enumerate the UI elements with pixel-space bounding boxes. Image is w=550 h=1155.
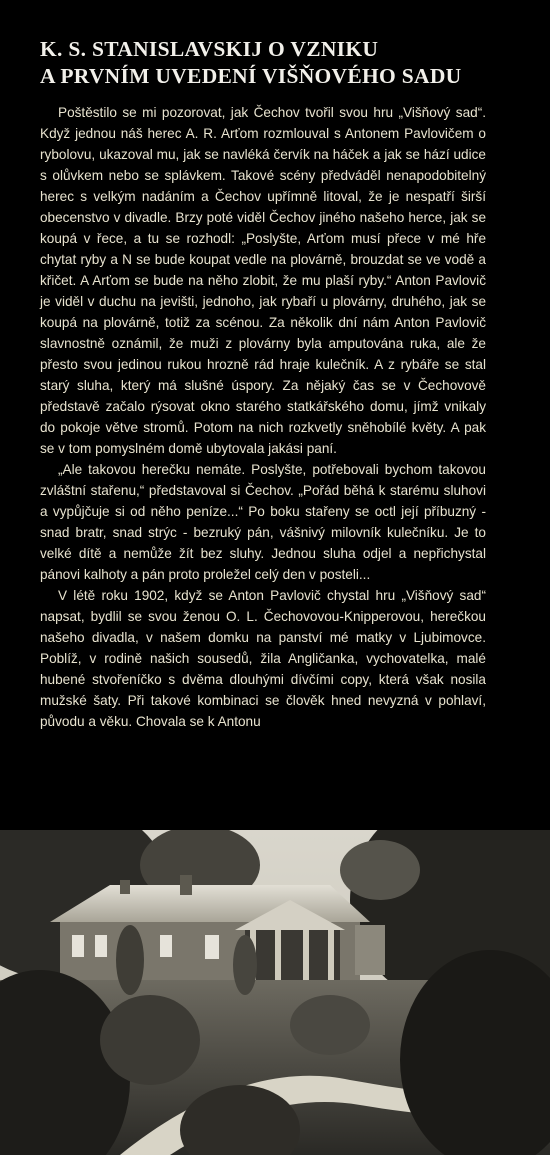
manor-house-photo	[0, 830, 550, 1155]
paragraph-2: „Ale takovou herečku nemáte. Poslyšte, potřebovali bychom takovou zvláštní stařenu,“ představoval si Čechov. „Pořád běhá k starému sluhovi a vypůjčuje si od něho peníze...“ Po boku stařeny se octl její příbuzný - snad bratr, snad strýc - bezruký pán, vášnivý milovník kulečníku. Je to velké dítě a nemůže žít bez sluhy. Jednou sluha odjel a nepřichystal pánovi kalhoty a pán proto proležel celý den v posteli...	[40, 462, 486, 582]
paragraph-3: V létě roku 1902, když se Anton Pavlovič chystal hru „Višňový sad“ napsat, bydlil se svou ženou O. L. Čechovovou-Knipperovou, herečkou našeho divadla, v našem domku na panství mé matky v Ljubimovce. Poblíž, v rodině našich sousedů, žila Angličanka, vychovatelka, malé hubené stvořeníčko s dvěma dlouhými dívčími copy, která však nosila mužské šaty. Při takové kombinaci se člověk hned nevyzná v pohlaví, původu a věku. Chovala se k Antonu	[40, 588, 486, 729]
article-title	[40, 36, 520, 90]
title-line-1: K. S. STANISLAVSKIJ O VZNIKU	[40, 37, 379, 61]
article-body	[40, 102, 486, 732]
paragraph-1: Poštěstilo se mi pozorovat, jak Čechov tvořil svou hru „Višňový sad“. Když jednou náš herec A. R. Arťom rozmlouval s Antonem Pavlovičem o rybolovu, ukazoval mu, jak se navléká červík na háček a jak se hází udice s olůvkem nebo se splávkem. Takové scény předváděl nenapodobitelný herec s velkým nadáním a Čechov upřímně litoval, že je nespatří širší obecenstvo v divadle. Brzy poté viděl Čechov jiného našeho herce, jak se koupá v řece, a tu se rozhodl: „Poslyšte, Arťom musí přece v mé hře chytat ryby a N se bude koupat vedle na plovárně, brouzdat se ve vodě a křičet. A Arťom se bude na něho zlobit, že mu plaší ryby.“ Anton Pavlovič je viděl v duchu na jevišti, jednoho, jak rybaří u plovárny, druhého, jak se koupá na plovárně, totiž za scénou. Za několik dní nám Anton Pavlovič slavnostně oznámil, že muži z plovárny byla amputována ruka, ale že přesto svou jedinou rukou hrozně rád hraje kulečník. A z rybáře se stal starý sluha, který má slušné úspory. Za nějaký čas se v Čechovově představě začalo rýsovat okno starého statkářského domu, jímž vnikaly do pokoje větve stromů. Potom na nich rozkvetly sněhobílé květy. A pak se v tom pomyslném domě ubytovala jakási paní.	[40, 105, 486, 456]
title-line-2: A PRVNÍM UVEDENÍ VIŠŇOVÉHO SADU	[40, 64, 462, 88]
